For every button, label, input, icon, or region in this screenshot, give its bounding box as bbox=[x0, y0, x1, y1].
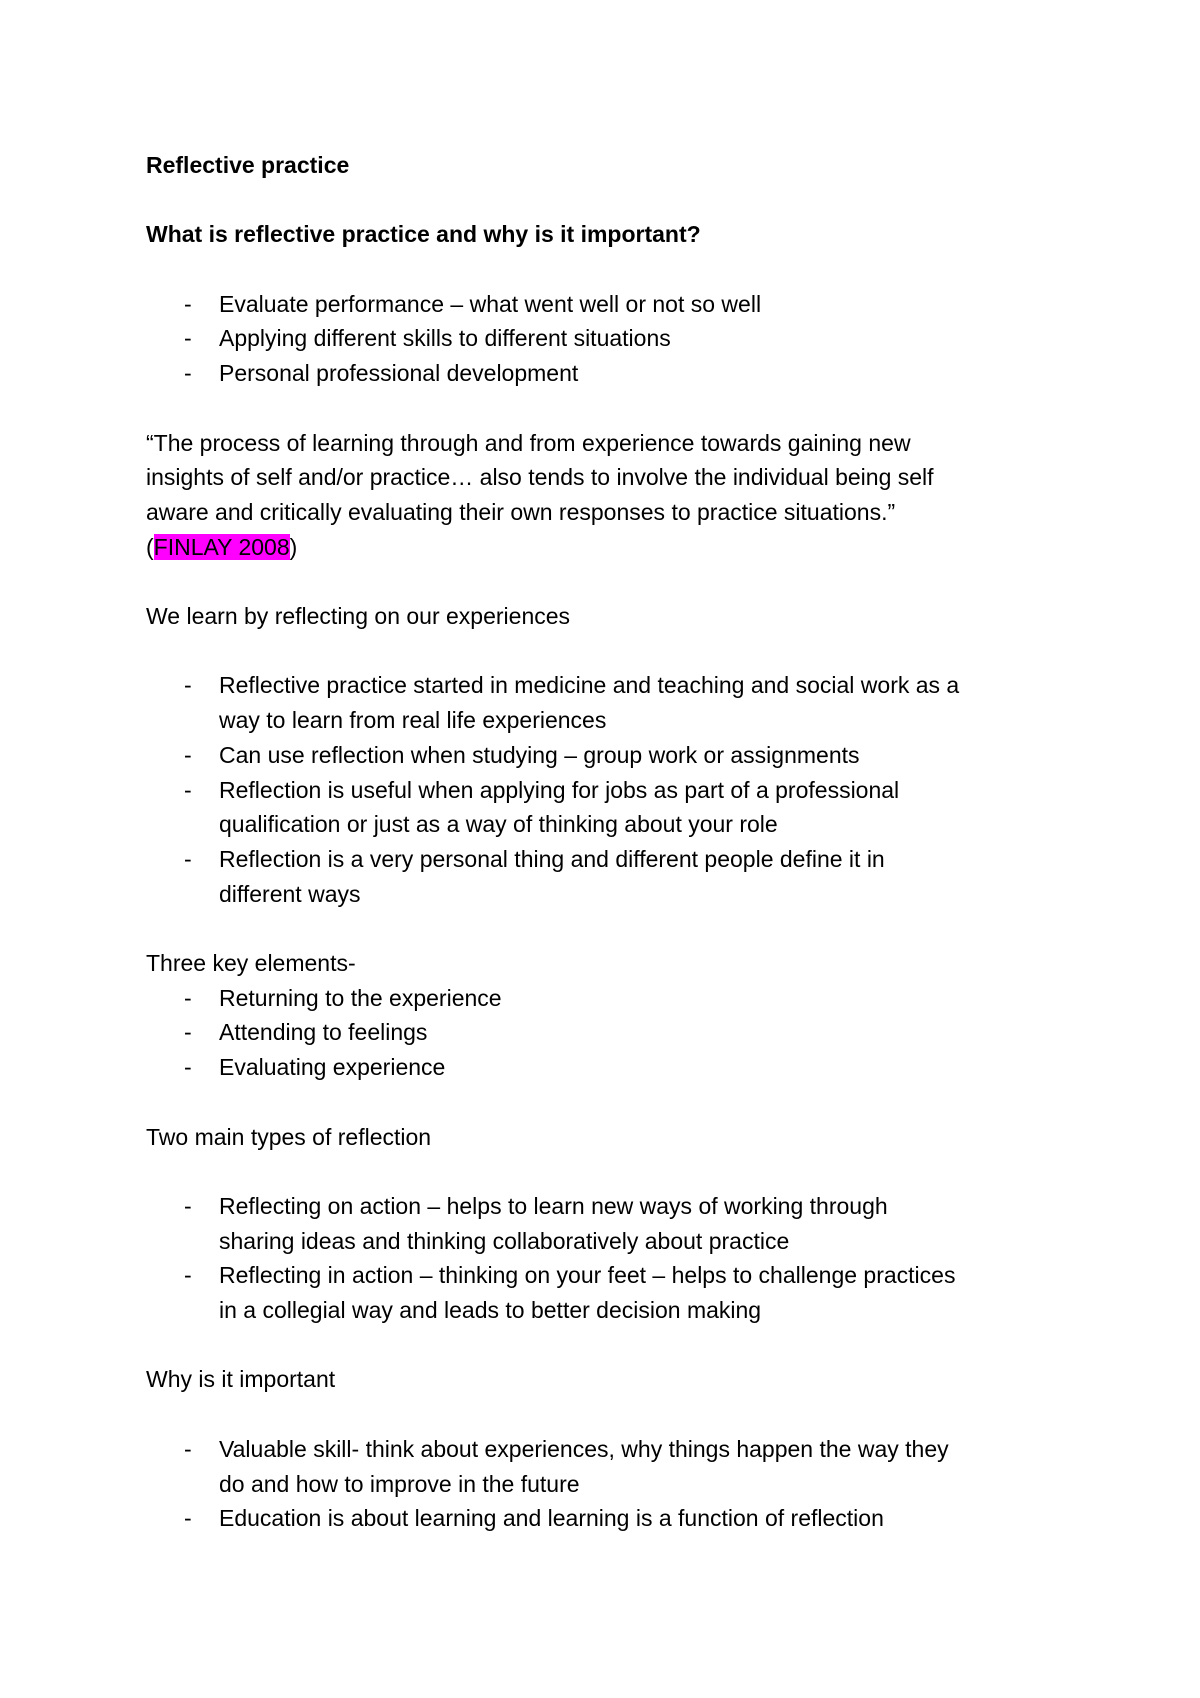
spacer bbox=[146, 911, 1066, 946]
list-item: - Reflective practice started in medicine and teaching and social work as a way to learn from real life experiences bbox=[146, 668, 1066, 737]
dash-bullet: - bbox=[184, 776, 192, 803]
spacer bbox=[146, 1154, 1066, 1189]
quote-line: “The process of learning through and from experience towards gaining new bbox=[146, 429, 911, 456]
list-item: - Reflection is a very personal thing and different people define it in different ways bbox=[146, 842, 1066, 911]
spacer bbox=[146, 391, 1066, 426]
list-item: - Education is about learning and learning is a function of reflection bbox=[146, 1501, 1066, 1536]
dash-bullet: - bbox=[184, 1435, 192, 1462]
spacer bbox=[146, 1085, 1066, 1120]
types-list bbox=[146, 1189, 1066, 1328]
document-page bbox=[146, 148, 1066, 1536]
quote-line: insights of self and/or practice… also tends to involve the individual being self bbox=[146, 464, 934, 491]
list-item: - Evaluating experience bbox=[146, 1050, 1066, 1085]
section-heading-what-is: What is reflective practice and why is it important? bbox=[146, 221, 701, 248]
list-item: - Applying different skills to different situations bbox=[146, 321, 1066, 356]
dash-bullet: - bbox=[184, 741, 192, 768]
quote-line: aware and critically evaluating their own responses to practice situations.” bbox=[146, 498, 896, 525]
quote-block bbox=[146, 426, 1066, 565]
intro-list bbox=[146, 287, 1066, 391]
spacer bbox=[146, 1397, 1066, 1432]
section-heading-important: Why is it important bbox=[146, 1366, 336, 1393]
learn-list bbox=[146, 668, 1066, 911]
list-item: - Can use reflection when studying – group work or assignments bbox=[146, 738, 1066, 773]
dash-bullet: - bbox=[184, 1192, 192, 1219]
section-heading-types: Two main types of reflection bbox=[146, 1123, 432, 1150]
section-heading-learn: We learn by reflecting on our experiences bbox=[146, 603, 571, 630]
dash-bullet: - bbox=[184, 360, 192, 387]
dash-bullet: - bbox=[184, 984, 192, 1011]
quote-citation: (FINLAY 2008) bbox=[146, 533, 298, 560]
list-item: - Attending to feelings bbox=[146, 1015, 1066, 1050]
dash-bullet: - bbox=[184, 672, 192, 699]
dash-bullet: - bbox=[184, 290, 192, 317]
elements-list bbox=[146, 981, 1066, 1085]
spacer bbox=[146, 183, 1066, 218]
citation-highlight: FINLAY 2008 bbox=[153, 533, 290, 560]
spacer bbox=[146, 564, 1066, 599]
spacer bbox=[146, 252, 1066, 287]
dash-bullet: - bbox=[184, 1262, 192, 1289]
spacer bbox=[146, 1328, 1066, 1363]
list-item: - Evaluate performance – what went well or not so well bbox=[146, 287, 1066, 322]
spacer bbox=[146, 634, 1066, 669]
dash-bullet: - bbox=[184, 1054, 192, 1081]
dash-bullet: - bbox=[184, 1019, 192, 1046]
list-item: - Reflecting on action – helps to learn new ways of working through sharing ideas and thinking collaboratively about practice bbox=[146, 1189, 1066, 1258]
dash-bullet: - bbox=[184, 325, 192, 352]
page-title: Reflective practice bbox=[146, 152, 350, 178]
dash-bullet: - bbox=[184, 1505, 192, 1532]
important-list bbox=[146, 1432, 1066, 1536]
dash-bullet: - bbox=[184, 845, 192, 872]
list-item: - Personal professional development bbox=[146, 356, 1066, 391]
list-item: - Returning to the experience bbox=[146, 981, 1066, 1016]
section-heading-elements: Three key elements- bbox=[146, 950, 356, 977]
list-item: - Reflection is useful when applying for jobs as part of a professional qualification or just as a way of thinking about your role bbox=[146, 773, 1066, 842]
list-item: - Reflecting in action – thinking on your feet – helps to challenge practices in a collegial way and leads to better decision making bbox=[146, 1258, 1066, 1327]
list-item: - Valuable skill- think about experiences, why things happen the way they do and how to improve in the future bbox=[146, 1432, 1066, 1501]
